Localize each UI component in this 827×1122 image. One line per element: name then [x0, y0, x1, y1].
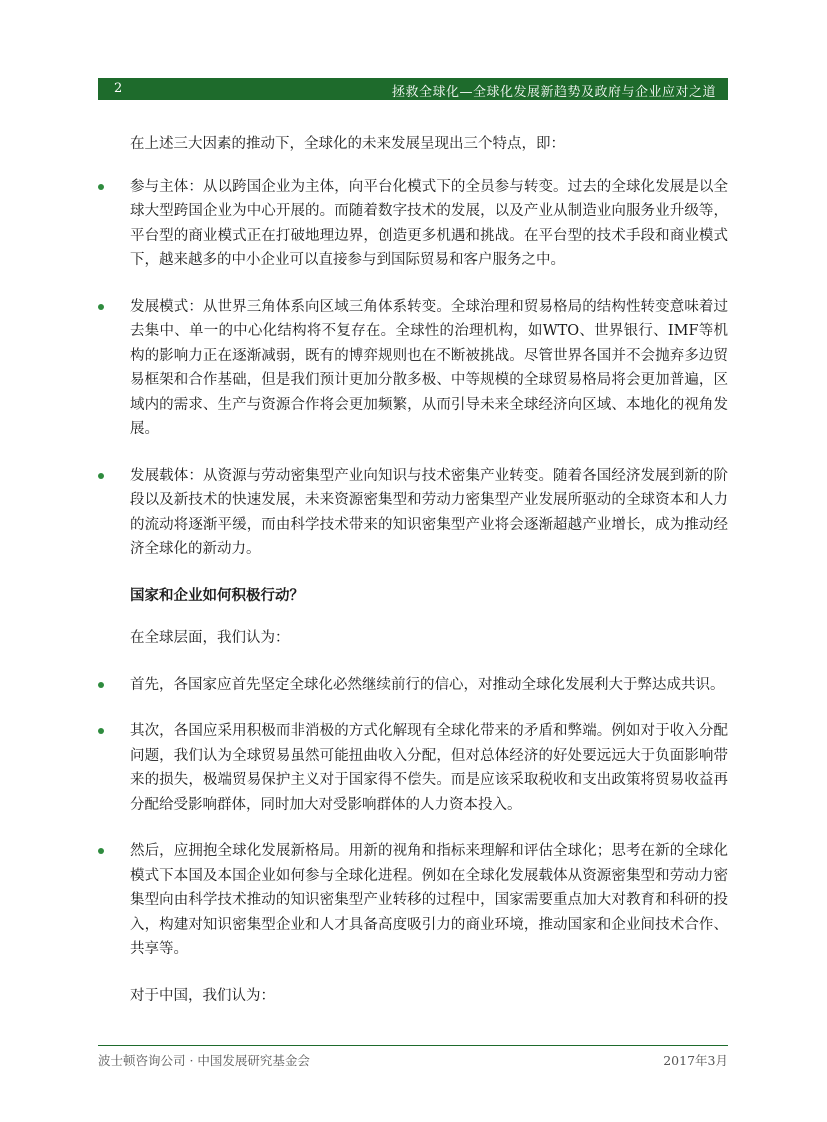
bullet-icon [98, 848, 104, 854]
intro-paragraph: 在上述三大因素的推动下，全球化的未来发展呈现出三个特点，即： [130, 136, 565, 152]
list-item-text: 发展模式：从世界三角体系向区域三角体系转变。全球治理和贸易格局的结构性转变意味着过去集中、单一的中心化结构将不复存在。全球性的治理机构，如WTO、世界银行、IMF等机构的影响力正在逐渐减弱，既有的博弈规则也在不断被挑战。尽管世界各国并不会抛弃多边贸易框架和合作基础，但是我们预计更加分散多极、中等规模的全球贸易格局将会更加普遍，区域内的需求、生产与资源合作将会更加频繁，从而引导未来全球经济向区域、本地化的视角发展。 [130, 298, 728, 437]
list-item-text: 首先，各国家应首先坚定全球化必然继续前行的信心，对推动全球化发展利大于弊达成共识。 [130, 676, 725, 693]
section-heading: 国家和企业如何积极行动？ [130, 586, 304, 604]
list-item [98, 295, 728, 442]
header-title: 拯救全球化—全球化发展新趋势及政府与企业应对之道 [391, 85, 716, 100]
list-item [98, 175, 728, 273]
list-item [98, 839, 728, 962]
bullet-icon [98, 682, 104, 688]
header-bar [98, 78, 728, 100]
page-number: 2 [114, 81, 123, 96]
list-item-text: 发展载体：从资源与劳动密集型产业向知识与技术密集产业转变。随着各国经济发展到新的阶段以及新技术的快速发展，未来资源密集型和劳动力密集型产业发展所驱动的全球资本和人力的流动将逐渐平缓，而由科学技术带来的知识密集型产业将会逐渐超越产业增长，成为推动经济全球化的新动力。 [130, 467, 728, 557]
footer-publisher: 波士顿咨询公司 · 中国发展研究基金会 [98, 1053, 310, 1068]
bullet-icon [98, 184, 104, 190]
list-item-text: 其次，各国应采用积极而非消极的方式化解现有全球化带来的矛盾和弊端。例如对于收入分配问题，我们认为全球贸易虽然可能扭曲收入分配，但对总体经济的好处要远远大于负面影响带来的损失，极端贸易保护主义对于国家得不偿失。而是应该采取税收和支出政策将贸易收益再分配给受影响群体，同时加大对受影响群体的人力资本投入。 [130, 723, 728, 813]
china-intro: 对于中国，我们认为： [130, 987, 275, 1004]
global-intro: 在全球层面，我们认为： [130, 630, 290, 646]
bullet-icon [98, 473, 104, 479]
list-item-text: 然后，应拥抱全球化发展新格局。用新的视角和指标来理解和评估全球化；思考在新的全球化模式下本国及本国企业如何参与全球化进程。例如在全球化发展载体从资源密集型和劳动力密集型向由科学技术推动的知识密集型产业转移的过程中，国家需要重点加大对教育和科研的投入，构建对知识密集型企业和人才具备高度吸引力的商业环境，推动国家和企业间技术合作、共享等。 [130, 843, 728, 957]
list-item [98, 464, 728, 562]
list-item-text: 参与主体：从以跨国企业为主体，向平台化模式下的全员参与转变。过去的全球化发展是以全球大型跨国企业为中心开展的。而随着数字技术的发展，以及产业从制造业向服务业升级等，平台型的商业模式正在打破地理边界，创造更多机遇和挑战。在平台型的技术手段和商业模式下，越来越多的中小企业可以直接参与到国际贸易和客户服务之中。 [130, 178, 728, 268]
list-item [98, 719, 728, 817]
list-item [98, 673, 728, 698]
document-body [98, 132, 728, 1008]
bullet-icon [98, 304, 104, 310]
footer-date: 2017年3月 [663, 1053, 728, 1068]
footer-divider [98, 1045, 728, 1046]
bullet-icon [98, 728, 104, 734]
